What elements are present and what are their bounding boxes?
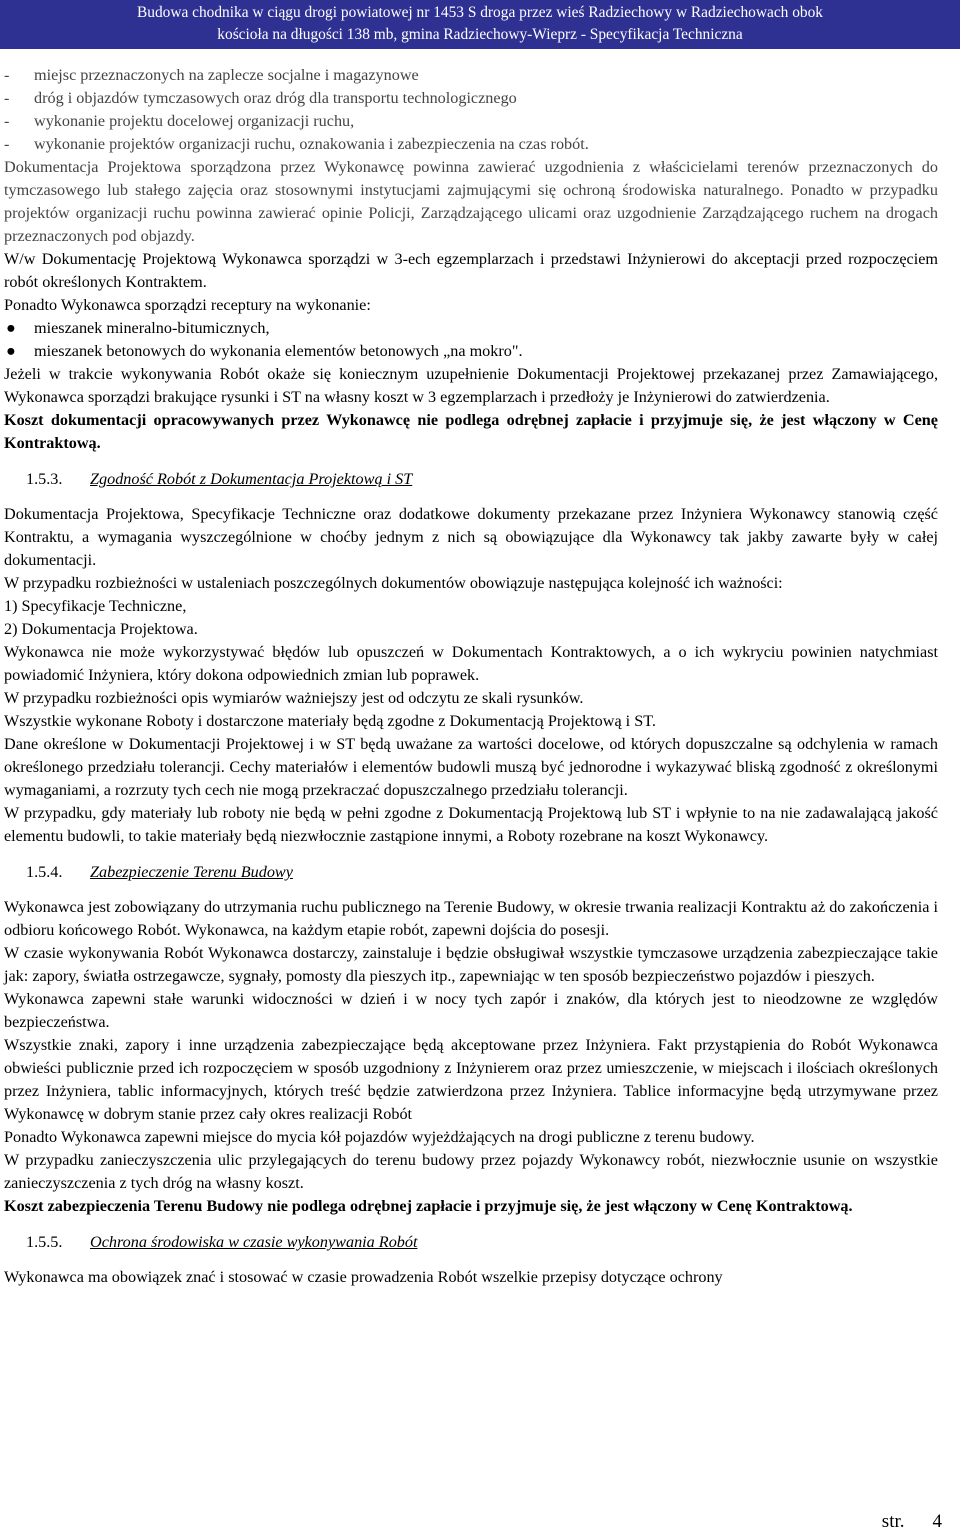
paragraph: Ponadto Wykonawca zapewni miejsce do mycia kół pojazdów wyjeżdżających na drogi publiczne z terenu budowy. (4, 1128, 755, 1146)
document-header (0, 0, 960, 49)
bold-paragraph: Koszt dokumentacji opracowywanych przez Wykonawcę nie podlega odrębnej zapłacie i przyjmuje się, że jest włączony w Cenę Kontraktową. (4, 411, 938, 452)
section-number: 1.5.5. (26, 1233, 63, 1251)
bullet-icon: ● (6, 342, 16, 360)
bullet-item: ● mieszanek betonowych do wykonania elementów betonowych „na mokro". (4, 340, 938, 363)
paragraph: Wykonawca nie może wykorzystywać błędów lub opuszczeń w Dokumentach Kontraktowych, a o ich wykryciu powinien natychmiast powiadomić Inżyniera, który dokona odpowiednich zmian lub poprawek. (4, 643, 938, 684)
paragraph: Jeżeli w trakcie wykonywania Robót okaże się koniecznym uzupełnienie Dokumentacji Projektowej przekazanej przez Zamawiającego, Wykonawca sporządzi brakujące rysunki i ST na własny koszt w 3 egzemplarzach i przedłoży je Inżynierowi do zatwierdzenia. (4, 365, 938, 406)
section-title: Ochrona środowiska w czasie wykonywania Robót (90, 1233, 418, 1251)
paragraph: Dokumentacja Projektowa sporządzona przez Wykonawcę powinna zawierać uzgodnienia z właścicielami terenów przeznaczonych do tymczasowego lub stałego zajęcia oraz stosownymi instytucjami zajmującymi się ochroną środowiska naturalnego. Ponadto w przypadku projektów organizacji ruchu powinna zawierać opinie Policji, Zarządzającego ulicami oraz uzgodnienie Zarządzającego ruchem na drogach przeznaczonych pod objazdy. (4, 158, 938, 245)
list-item: - wykonanie projektu docelowej organizacji ruchu, (4, 112, 355, 130)
paragraph: Wszystkie wykonane Roboty i dostarczone materiały będą zgodne z Dokumentacją Projektową i ST. (4, 712, 656, 730)
header-line-1: Budowa chodnika w ciągu drogi powiatowej nr 1453 S droga przez wieś Radziechowy w Radziechowach obok (137, 4, 823, 21)
page-number (882, 1511, 942, 1533)
paragraph: W przypadku zanieczyszczenia ulic przylegających do terenu budowy przez pojazdy Wykonawcy robót, niezwłocznie usunie on wszystkie zanieczyszczenia z tych dróg na własny koszt. (4, 1151, 938, 1192)
paragraph: W czasie wykonywania Robót Wykonawca dostarczy, zainstaluje i będzie obsługiwał wszystkie tymczasowe urządzenia zabezpieczające takie jak: zapory, światła ostrzegawcze, sygnały, pomosty dla pieszych itp., zapewniając w ten sposób bezpieczeństwo pojazdów i pieszych. (4, 944, 938, 985)
paragraph: W przypadku, gdy materiały lub roboty nie będą w pełni zgodne z Dokumentacją Projektową lub ST i wpłynie to na nie zadawalającą jakość elementu budowli, to takie materiały będą niezwłocznie zastąpione innymi, a Roboty rozebrane na koszt Wykonawcy. (4, 804, 938, 845)
paragraph: Wszystkie znaki, zapory i inne urządzenia zabezpieczające będą akceptowane przez Inżyniera. Fakt przystąpienia do Robót Wykonawca obwieści publicznie przed ich rozpoczęciem w sposób uzgodniony z Inżynierem oraz przez umieszczenie, w miejscach i ilościach określonych przez Inżyniera, tablic informacyjnych, których treść będzie zatwierdzona przez Inżyniera. Tablice informacyjne będą utrzymywane przez Wykonawcę w dobrym stanie przez cały okres realizacji Robót (4, 1036, 938, 1123)
paragraph: W przypadku rozbieżności opis wymiarów ważniejszy jest od odczytu ze skali rysunków. (4, 689, 584, 707)
list-item: - dróg i objazdów tymczasowych oraz dróg dla transportu technologicznego (4, 89, 517, 107)
section-number: 1.5.4. (26, 863, 63, 881)
paragraph: Wykonawca jest zobowiązany do utrzymania ruchu publicznego na Terenie Budowy, w okresie trwania realizacji Kontraktu aż do zakończenia i odbioru końcowego Robót. Wykonawca, na każdym etapie robót, zapewni dojścia do posesji. (4, 898, 938, 939)
list-item: - miejsc przeznaczonych na zaplecze socjalne i magazynowe (4, 66, 419, 84)
section-heading-1-5-5 (4, 1231, 938, 1254)
section-number: 1.5.3. (26, 470, 63, 488)
paragraph: W/w Dokumentację Projektową Wykonawca sporządzi w 3-ech egzemplarzach i przedstawi Inżynierowi do akceptacji przed rozpoczęciem robót określonych Kontraktem. (4, 250, 938, 291)
paragraph: Dokumentacja Projektowa, Specyfikacje Techniczne oraz dodatkowe dokumenty przekazane przez Inżyniera Wykonawcy stanowią część Kontraktu, a wymagania wyszczególnione w choćby jednym z nich są obowiązujące dla Wykonawcy tak jakby zawarte były w całej dokumentacji. (4, 505, 938, 569)
paragraph: Ponadto Wykonawca sporządzi receptury na wykonanie: (4, 296, 371, 314)
document-body (4, 64, 938, 1289)
bold-paragraph: Koszt zabezpieczenia Terenu Budowy nie podlega odrębnej zapłacie i przyjmuje się, że jest włączony w Cenę Kontraktową. (4, 1197, 853, 1215)
paragraph: W przypadku rozbieżności w ustaleniach poszczególnych dokumentów obowiązuje następująca kolejność ich ważności: (4, 574, 783, 592)
list-item: 1) Specyfikacje Techniczne, (4, 597, 187, 615)
bullet-item: ● mieszanek mineralno-bitumicznych, (4, 317, 938, 340)
section-title: Zabezpieczenie Terenu Budowy (90, 863, 293, 881)
paragraph: Wykonawca ma obowiązek znać i stosować w czasie prowadzenia Robót wszelkie przepisy dotyczące ochrony (4, 1268, 723, 1286)
list-item: 2) Dokumentacja Projektowa. (4, 620, 198, 638)
paragraph: Dane określone w Dokumentacji Projektowej i w ST będą uważane za wartości docelowe, od których dopuszczalne są odchylenia w ramach określonego przedziału tolerancji. Cechy materiałów i elementów budowli muszą być jednorodne i wykazywać bliską zgodność z określonymi wymaganiami, a rozrzuty tych cech nie mogą przekraczać dopuszczalnego przedziału tolerancji. (4, 735, 938, 799)
section-heading-1-5-3 (4, 468, 938, 491)
bullet-icon: ● (6, 319, 16, 337)
page-label: str. (881, 1511, 905, 1532)
page-number-value: 4 (932, 1511, 942, 1532)
paragraph: Wykonawca zapewni stałe warunki widoczności w dzień i w nocy tych zapór i znaków, dla których jest to nieodzowne ze względów bezpieczeństwa. (4, 990, 938, 1031)
section-heading-1-5-4 (4, 861, 938, 884)
header-line-2: kościoła na długości 138 mb, gmina Radziechowy-Wieprz - Specyfikacja Techniczna (217, 26, 743, 43)
list-item: - wykonanie projektów organizacji ruchu, oznakowania i zabezpieczenia na czas robót. (4, 135, 589, 153)
section-title: Zgodność Robót z Dokumentacja Projektową i ST (90, 470, 413, 488)
